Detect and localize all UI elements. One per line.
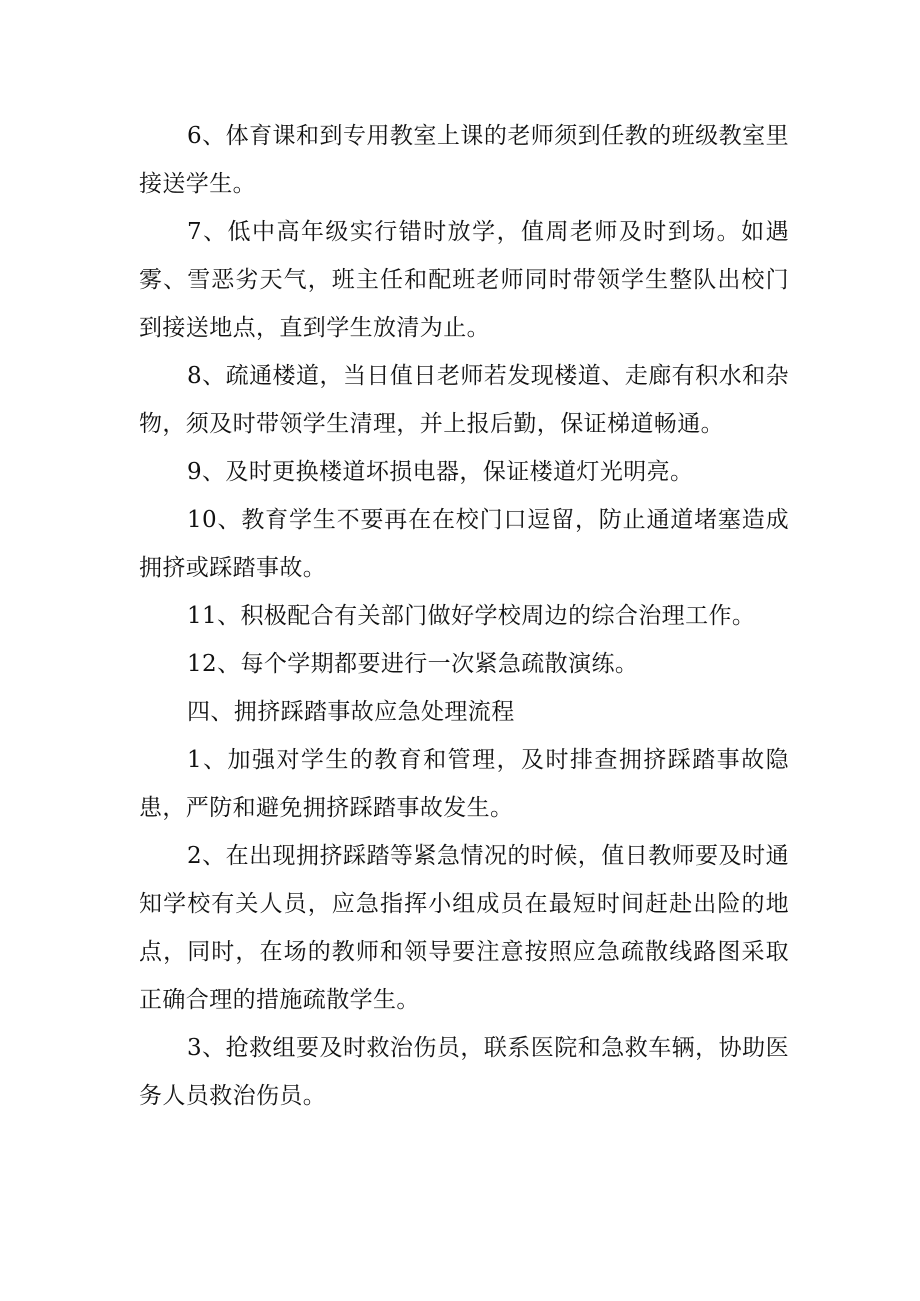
- paragraph-item-12: 12、每个学期都要进行一次紧急疏散演练。: [187, 651, 639, 677]
- procedure-item-3: 3、抢救组要及时救治伤员，联系医院和急救车辆，协助医务人员救治伤员。: [139, 1035, 789, 1109]
- procedure-item-1: 1、加强对学生的教育和管理，及时排查拥挤踩踏事故隐患，严防和避免拥挤踩踏事故发生。: [139, 747, 789, 821]
- procedure-item-2: 2、在出现拥挤踩踏等紧急情况的时候，值日教师要及时通知学校有关人员，应急指挥小组成员在最短时间赶赴出险的地点，同时，在场的教师和领导要注意按照应急疏散线路图采取正确合理的措施疏散学生。: [139, 843, 789, 1013]
- paragraph-item-7: 7、低中高年级实行错时放学，值周老师及时到场。如遇雾、雪恶劣天气，班主任和配班老师同时带领学生整队出校门到接送地点，直到学生放清为止。: [139, 219, 789, 341]
- document-body: [139, 112, 789, 1120]
- paragraph-item-11: 11、积极配合有关部门做好学校周边的综合治理工作。: [187, 603, 756, 629]
- paragraph-item-6: 6、体育课和到专用教室上课的老师须到任教的班级教室里接送学生。: [139, 123, 789, 197]
- section-heading: 四、拥挤踩踏事故应急处理流程: [187, 699, 515, 725]
- paragraph-item-8: 8、疏通楼道，当日值日老师若发现楼道、走廊有积水和杂物，须及时带领学生清理，并上报后勤，保证梯道畅通。: [139, 363, 789, 437]
- paragraph-item-9: 9、及时更换楼道坏损电器，保证楼道灯光明亮。: [187, 459, 694, 485]
- paragraph-item-10: 10、教育学生不要再在在校门口逗留，防止通道堵塞造成拥挤或踩踏事故。: [139, 507, 789, 581]
